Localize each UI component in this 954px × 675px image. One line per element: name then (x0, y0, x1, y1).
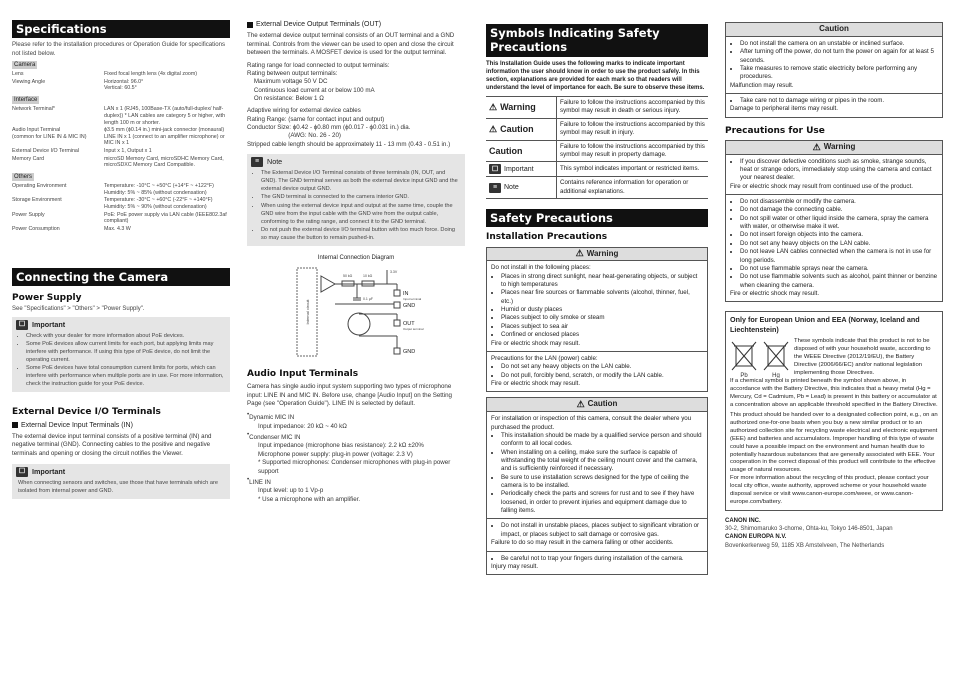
spec-groups (12, 58, 230, 234)
spec-row (12, 197, 230, 211)
square-bullet-icon (247, 22, 253, 28)
terminal-out (394, 320, 400, 326)
cap-label: 0.1 µF (363, 297, 373, 302)
list-item: • Do not use flammable solvents such as alcohol, paint thinner or benzine when cleaning the camera. (740, 273, 938, 290)
power-supply-heading: Power Supply (12, 293, 82, 304)
symbol-label: Important (504, 165, 534, 173)
symbol-label: Caution (500, 124, 534, 135)
symbols-table (486, 96, 708, 199)
spec-key: Operating Environment (12, 183, 67, 190)
specifications-intro: Please refer to the installation procedures or Operation Guide for specifications not listed below. (12, 41, 226, 57)
spec-key: External Device I/O Terminal (12, 148, 80, 155)
list-item: • Be careful not to trap your fingers during installation of the camera. (501, 555, 703, 563)
spec-value: microSD Memory Card, microSDHC Memory Card, microSDXC Memory Card Compatible. (104, 155, 224, 169)
eu-paragraph-3: This product should be handed over to a designated collection point, e.g., on an authorized one-for-one basis when you buy a new similar product or to an authorized collection site for recycling waste electrical and electronic equipment (EEE) and batteries and accumulators. Improper handling of this type of waste could have a possible impact on the environment and human health due to potentially hazardous substances that are generally associated with EEE. Your cooperation in the correct disposal of this product will contribute to the effective usage of natural resources. (730, 411, 938, 474)
external-input-subheading (12, 421, 230, 430)
list-item: • Do not spill water or other liquid inside the camera, spray the camera with water, or otherwise make it wet. (740, 215, 938, 232)
diagram-side-label: Internal circuit (305, 299, 310, 325)
eu-title: Only for European Union and EEA (Norway, Iceland and Liechtenstein) (730, 315, 920, 335)
list-item: • Take care not to damage wiring or pipes in the room. (740, 97, 938, 105)
caution-note-3: Injury may result. (491, 562, 539, 570)
address-line: Bovenkerkerweg 59, 1185 XB Amstelveen, The Netherlands (725, 542, 885, 549)
eu-paragraph-2: If a chemical symbol is printed beneath the symbol shown above, in accordance with the Battery Directive, this indicates that a heavy metal (Hg = Mercury, Cd = Cadmium, Pb = Lead) is present in this battery or accumulator at a concentration above an applicable threshold specified in the Battery Directive. (730, 377, 938, 408)
audio-item-line: Microphone power supply: plug-in power (voltage: 2.3 V) (258, 450, 413, 458)
connecting-section (12, 268, 230, 499)
spec-value: Temperature: -30°C ~ +60°C (-22°F ~ +140°F) Humidity: 5% ~ 90% (without condensation) (104, 197, 213, 211)
list-item: • After turning off the power, do not turn the power on again for at least 5 seconds. (740, 48, 938, 65)
gnd2-label: GND (403, 349, 416, 356)
eu-paragraph-1: These symbols indicate that this product is not to be disposed of with your household waste, according to the WEEE Directive (2012/19/EU), the Battery Directive (2006/66/EC) and/or national legislation implementing those Directives. (794, 337, 931, 376)
column-3 (486, 24, 708, 575)
spec-table (12, 183, 230, 233)
symbol-text: This symbol indicates important or restricted items. (557, 162, 709, 177)
weee-symbols (730, 338, 790, 378)
text-line: Adaptive wiring for external device cables (247, 107, 361, 115)
symbol-label-cell (486, 97, 557, 119)
audio-item (247, 431, 465, 476)
list-item: • Some PoE devices have total consumption current limits for ports, which can interfere with performance when multiple ports are in use. For more information, check the instruction guide for your PoE device. (26, 364, 224, 388)
crossed-bin-icon (762, 338, 790, 378)
text-line: Rating between output terminals: (247, 69, 338, 77)
list-item: • Confined or enclosed places (501, 331, 703, 339)
spec-value: PoE: PoE power supply via LAN cable (IEEE802.3af compliant) (104, 211, 227, 225)
list-item: • When installing on a ceiling, make sure the surface is capable of withstanding the total weight of the ceiling mount cover and the camera, and is sufficiently reinforced if necessary. (501, 449, 703, 474)
spec-value: Horizontal: 96.0° Vertical: 60.5° (104, 78, 144, 92)
spec-row (12, 183, 230, 197)
lan-list (491, 363, 703, 380)
audio-input-heading: Audio Input Terminals (247, 369, 359, 380)
in-sub-label: Input terminal (403, 297, 422, 302)
audio-item-line: Input impedance (microphone bias resistance): 2.2 kΩ ±20% (258, 442, 424, 450)
bullet-icon: • (247, 475, 250, 483)
caution-list-2 (730, 97, 938, 105)
list-item: • Places in strong direct sunlight, near heat-generating objects, or subject to high temperatures (501, 273, 703, 290)
lan-note: Fire or electric shock may result. (491, 379, 581, 387)
out-sub-label: Output terminal (403, 327, 424, 332)
symbol-label-cell (486, 162, 557, 177)
symbol-label-cell (486, 177, 557, 199)
power-supply-text: See "Specifications" > "Others" > "Power Supply". (12, 305, 145, 312)
r1-label: 50 kΩ (343, 274, 353, 279)
warning-triangle-icon: ⚠ (575, 248, 584, 259)
r2-label: 10 kΩ (363, 274, 373, 279)
text-line: Conductor Size: ϕ0.42 - ϕ0.80 mm (ϕ0.017 - ϕ0.031 in.) dia. (247, 124, 411, 132)
external-output-subheading (247, 20, 465, 29)
important-box-2 (12, 464, 230, 499)
eu-paragraph-4: For more information about the recycling of this product, please contact your local city office, waste authority, approved scheme or your household waste disposal service or visit www.canon-europe.com/weee, or www.canon-europe.com/battery. (730, 475, 929, 506)
spec-group-tag: Others (14, 173, 33, 180)
text-line: Maximum voltage 50 V DC (247, 78, 328, 86)
note-box (247, 154, 465, 246)
caution-triangle-icon: ⚠ (576, 399, 585, 410)
spec-group-tag: Camera (14, 61, 36, 68)
caution-intro: For installation or inspection of this camera, consult the dealer where you purchased the product. (491, 415, 692, 431)
installation-heading: Installation Precautions (486, 232, 608, 243)
list-item: • Places subject to sea air (501, 323, 703, 331)
internal-connection-diagram (247, 264, 465, 364)
audio-input-text: Camera has single audio input system supporting two types of microphone input: LINE IN and MIC IN. Before use, change [Audio Input] on the Setting Page (see "Operation Guide"). LINE IN is selected by default. (247, 383, 452, 408)
installation-caution-box (486, 397, 708, 575)
caution-list-2 (491, 522, 703, 539)
column-4 (725, 22, 943, 550)
vcc-label: 3.3V (390, 270, 398, 275)
list-item: • Do not leave LAN cables connected when the camera is not in use for long periods. (740, 248, 938, 265)
spec-key: Power Consumption (12, 225, 60, 232)
list-item: • Do not push the external device I/O terminal button with too much force. Doing so may cause the button to remain pushed-in. (261, 226, 459, 242)
caution-note-2: Damage to peripheral items may result. (730, 105, 838, 113)
use-list (730, 158, 938, 183)
audio-item-header (247, 476, 465, 487)
use-note-2: Fire or electric shock may result. (730, 290, 820, 297)
column-1 (12, 0, 230, 495)
warning-triangle-icon: ⚠ (489, 123, 498, 134)
spec-row (12, 148, 230, 156)
audio-item-name: LINE IN (249, 478, 271, 486)
caution-list (491, 432, 703, 516)
list-item: • Places subject to oily smoke or steam (501, 314, 703, 322)
spec-row (12, 79, 230, 93)
list-item: • When using the external device input and output at the same time, couple the GND wire from the input cable with the GND wire from the output cable, conforming to the rating range, and connect it to the GND terminal. (261, 202, 459, 226)
adaptive-lines (247, 107, 465, 149)
spec-value: Temperature: -10°C ~ +50°C (+14°F ~ +122°F) Humidity: 5% ~ 85% (without condensation) (104, 183, 214, 196)
bullet-icon: • (247, 431, 250, 439)
audio-item-line: Input level: up to 1 Vp-p (258, 487, 324, 495)
list-item: • Do not damage the connecting cable. (740, 206, 938, 214)
rating-lines (247, 62, 465, 104)
buffer-symbol (321, 276, 335, 292)
diagram-title: Internal Connection Diagram (317, 255, 395, 262)
spec-value: Fixed focal length lens (4x digital zoom) (104, 71, 198, 78)
audio-item-name: Dynamic MIC IN (249, 414, 295, 422)
caution-label: Caution (726, 23, 942, 37)
note-icon: ≡ (489, 183, 501, 193)
spec-table (12, 106, 230, 169)
important-text: When connecting sensors and switches, use those that have terminals which are isolated from internal power and GND. (18, 480, 218, 495)
precautions-use-heading: Precautions for Use (725, 125, 825, 136)
important-label: Important (32, 319, 66, 329)
mosfet-symbol (348, 313, 370, 335)
note-label: Note (267, 157, 283, 167)
spec-key: Memory Card (12, 155, 45, 162)
spec-key: Lens (12, 71, 24, 78)
symbol-label-cell (486, 140, 557, 162)
symbol-text: Failure to follow the instructions accompanied by this symbol may result in property damage. (557, 140, 709, 162)
list-item: • Do not install in unstable places, places subject to significant vibration or impact, or places subject to salt damage or corrosive gas. (501, 522, 703, 539)
terminal-gnd-1 (394, 302, 400, 308)
spec-value: Max. 4.3 W (104, 225, 131, 232)
safety-heading: Safety Precautions (486, 209, 708, 227)
warn-note: Fire or electric shock may result. (491, 339, 581, 347)
list-item: • Do not insert foreign objects into the camera. (740, 231, 938, 239)
spec-key: Viewing Angle (12, 78, 46, 85)
spec-row (12, 226, 230, 234)
audio-item-header (247, 411, 465, 422)
square-bullet-icon (12, 422, 18, 428)
external-output-label: External Device Output Terminals (OUT) (256, 21, 382, 28)
spec-value: ϕ3.5 mm (ϕ0.14 in.) mini-jack connector (monaural) LINE IN x 1 (connect to an amplifier microphone) or MIC IN x 1 (104, 127, 225, 147)
spec-key: Network Terminal* (12, 106, 55, 113)
caution-list-3 (491, 555, 703, 563)
spec-group-tag: Interface (14, 97, 38, 103)
symbol-row (486, 97, 708, 119)
important-icon: ☐ (16, 320, 28, 330)
audio-item-header (247, 431, 465, 442)
list-item: • Do not install the camera on an unstable or inclined surface. (740, 40, 938, 48)
list-item: • Some PoE devices allow current limits for each port, but applying limits may interfere with performance. If using this type of PoE device, do not limit the operating current. (26, 340, 224, 364)
list-item: • This installation should be made by a qualified service person and should conform to all local codes. (501, 432, 703, 449)
column-2 (247, 20, 465, 504)
list-item: • Take measures to remove static electricity before performing any procedures. (740, 65, 938, 82)
symbol-pb: Pb (740, 372, 748, 378)
spec-key: Power Supply (12, 211, 45, 218)
caution-box-col4 (725, 22, 943, 118)
audio-item (247, 476, 465, 504)
gnd1-label: GND (403, 303, 416, 310)
lan-intro: Precautions for the LAN (power) cable: (491, 354, 598, 362)
terminal-gnd-2 (394, 348, 400, 354)
audio-item-line: * Supported microphones: Condenser microphones with plug-in power support (258, 459, 451, 475)
use-warning-box (725, 140, 943, 303)
caution-label: Caution (587, 399, 618, 409)
crossed-bin-icon (730, 338, 758, 378)
spec-table (12, 71, 230, 93)
list-item: • Check with your dealer for more information about PoE devices. (26, 332, 224, 340)
list-item: • Humid or dusty places (501, 306, 703, 314)
symbols-heading: Symbols Indicating Safety Precautions (486, 24, 708, 57)
warning-label: Warning (586, 248, 619, 258)
list-item: • Do not disassemble or modify the camera. (740, 198, 938, 206)
spec-key: Audio Input Terminal (common for LINE IN & MIC IN) (12, 127, 87, 140)
terminal-in (394, 290, 400, 296)
address-line: CANON EUROPA N.V. (725, 534, 787, 541)
warn-intro: Do not install in the following places: (491, 264, 591, 272)
caution-note: Malfunction may result. (730, 81, 794, 89)
spec-row (12, 106, 230, 127)
important-box-1 (12, 317, 230, 393)
bullet-icon: • (247, 411, 250, 419)
in-label: IN (403, 291, 409, 298)
caution-list (730, 40, 938, 82)
list-item: • Places near fire sources or flammable solvents (alcohol, thinner, fuel, etc.) (501, 289, 703, 306)
list-item: • The GND terminal is connected to the camera interior GND. (261, 193, 459, 201)
text-line: On resistance: Below 1 Ω (247, 94, 324, 102)
external-output-text: The external device output terminal consists of an OUT terminal and a GND terminal. Controls from the viewer can be used to open and close the circuit between the terminals. A MOSFET device is used for the output terminal. (247, 32, 455, 57)
text-line: Rating range for load connected to output terminals: (247, 61, 390, 69)
spec-key: Storage Environment (12, 197, 62, 204)
symbol-row (486, 140, 708, 162)
warning-triangle-icon: ⚠ (812, 141, 821, 152)
important-list (18, 332, 224, 389)
installation-warning-box (486, 247, 708, 393)
symbol-row (486, 162, 708, 177)
use-list-2 (730, 198, 938, 290)
warn-list (491, 273, 703, 340)
eu-disposal-box (725, 311, 943, 511)
spec-value: LAN x 1 (RJ45, 100Base-TX (auto/full-duplex/ half-duplex)) * LAN cables are category 5 or higher, with length 100 m or shorter. (104, 106, 226, 126)
symbol-label-cell (486, 118, 557, 140)
specifications-heading: Specifications (12, 20, 230, 38)
symbol-hg: Hg (772, 372, 780, 378)
important-icon: ☐ (489, 164, 501, 174)
connecting-heading: Connecting the Camera (12, 268, 230, 286)
spec-value: Input x 1, Output x 1 (104, 148, 152, 155)
external-input-label: External Device Input Terminals (IN) (21, 421, 133, 429)
audio-item (247, 411, 465, 431)
list-item: • Do not set any heavy objects on the LAN cable. (501, 363, 703, 371)
symbol-row (486, 177, 708, 199)
spec-row (12, 212, 230, 226)
symbol-text: Failure to follow the instructions accompanied by this symbol may result in injury. (557, 118, 709, 140)
symbol-text: Contains reference information for operation or additional explanations. (557, 177, 709, 199)
spec-row (12, 71, 230, 79)
symbol-label: Caution (489, 145, 523, 156)
text-line: (AWG: No. 26 - 20) (247, 132, 341, 140)
note-icon: ≡ (251, 157, 263, 167)
warning-triangle-icon: ⚠ (489, 101, 498, 112)
audio-item-name: Condenser MIC IN (249, 434, 301, 442)
text-line: Continuous load current at or below 100 mA (247, 86, 375, 94)
symbols-intro: This Installation Guide uses the following marks to indicate important information the user should know in order to use the product safely. In this section, explanations are provided for each mark so that readers will understand the level of importance for each. Be sure to observe these items. (486, 60, 705, 92)
symbol-row (486, 118, 708, 140)
audio-item-line: Input impedance: 20 kΩ ~ 40 kΩ (258, 422, 347, 430)
symbol-text: Failure to follow the instructions accompanied by this symbol may result in death or serious injury. (557, 97, 709, 119)
list-item: • Periodically check the parts and screws for rust and to see if they have loosened, in order to prevent injuries and equipment damage due to falling items. (501, 490, 703, 515)
external-io-heading: External Device I/O Terminals (12, 407, 161, 418)
list-item: • Do not pull, forcibly bend, scratch, or modify the LAN cable. (501, 372, 703, 380)
text-line: Rating Range: (same for contact input and output) (247, 115, 385, 123)
spec-row (12, 156, 230, 170)
audio-items (247, 411, 465, 504)
warning-label: Warning (823, 141, 856, 151)
use-note: Fire or electric shock may result from continued use of the product. (730, 182, 913, 190)
symbol-label: Note (504, 183, 519, 191)
list-item: • Be sure to use installation screws designed for the type of ceiling the camera is to be installed. (501, 474, 703, 491)
spec-row (12, 127, 230, 148)
symbol-label: Warning (500, 102, 536, 113)
note-list (253, 169, 459, 242)
list-item: • The External Device I/O Terminal consists of three terminals (IN, OUT, and GND). The GND terminal serves as both the external device input GND and the external device output GND. (261, 169, 459, 193)
address-line: CANON INC. (725, 518, 761, 525)
list-item: • Do not use flammable sprays near the camera. (740, 265, 938, 273)
out-label: OUT (403, 321, 415, 328)
external-input-text: The external device input terminal consists of a positive terminal (IN) and negative terminal (GND). Connecting cables to the positive and negative terminals and opening or closing the circuit notifies the Viewer. (12, 432, 212, 457)
audio-item-line: * Use a microphone with an amplifier. (258, 495, 361, 503)
address-line: 30-2, Shimomaruko 3-chome, Ohta-ku, Tokyo 146-8501, Japan (725, 526, 893, 533)
list-item: • Do not set any heavy objects on the LAN cable. (740, 240, 938, 248)
important-label: Important (32, 467, 66, 477)
address-block (725, 517, 943, 549)
specifications-section (12, 20, 230, 233)
important-icon: ☐ (16, 467, 28, 477)
list-item: • If you discover defective conditions such as smoke, strange sounds, heat or strange odors, immediately stop using the camera and contact your nearest dealer. (740, 158, 938, 183)
caution-note-2: Failure to do so may result in the camera falling or other accidents. (491, 539, 674, 547)
text-line: Stripped cable length should be approximately 11 - 13 mm (0.43 - 0.51 in.) (247, 140, 451, 148)
